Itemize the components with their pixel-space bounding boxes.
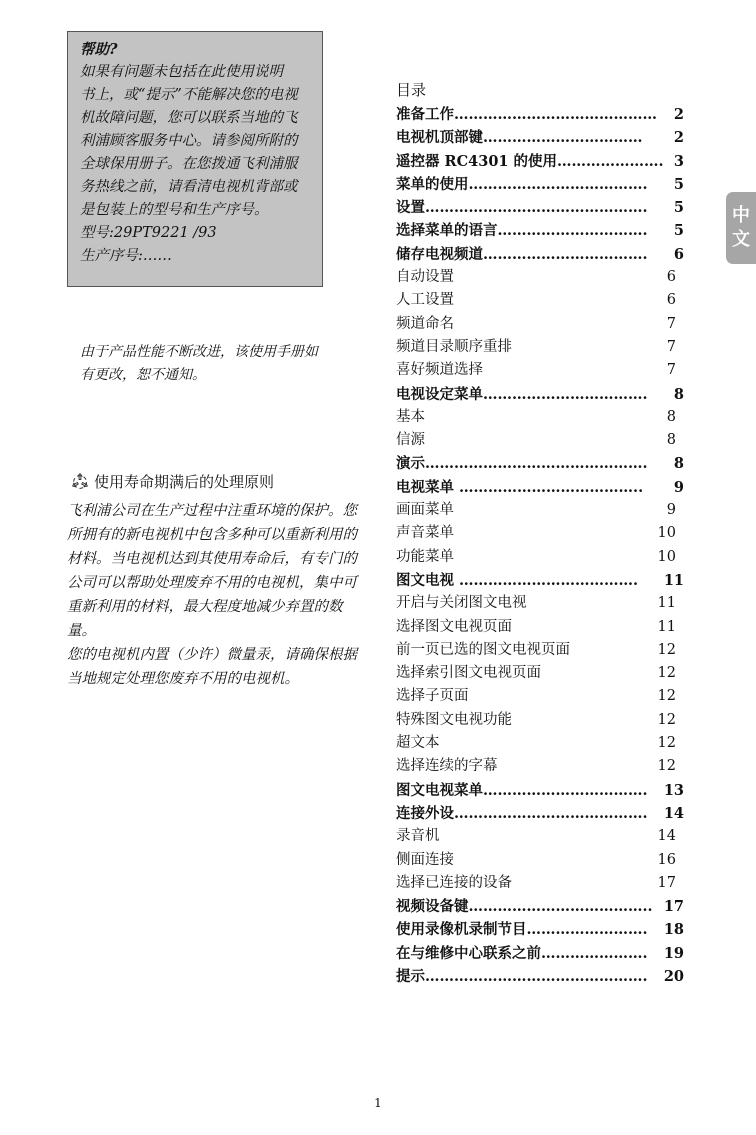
- toc-entry-label: 储存电视频道…………………………….: [396, 245, 648, 263]
- serial-number: 生产序号:……: [80, 248, 172, 264]
- toc-entry-label: 信源: [396, 432, 425, 449]
- toc-entry: [396, 872, 684, 895]
- toc-entry: [396, 313, 684, 336]
- toc-entry-label: 喜好频道选择: [396, 362, 483, 379]
- toc-entry-label: 频道命名: [396, 315, 454, 332]
- toc-entry-page: 12: [657, 665, 676, 682]
- toc-entry-label: 准备工作……………………………………: [396, 106, 657, 123]
- toc-entry-label: 图文电视菜单…………………………….: [396, 781, 648, 799]
- toc-entry-page: 6: [673, 245, 684, 263]
- toc-entry-page: 3: [673, 152, 684, 170]
- toc-entry: [396, 592, 684, 615]
- toc-entry: [396, 965, 684, 988]
- toc-entry-page: 10: [657, 548, 676, 565]
- eco-text: [67, 499, 371, 691]
- toc-entry: [396, 709, 684, 732]
- toc-entry: [396, 452, 684, 475]
- toc-entry: [396, 755, 684, 778]
- toc-entry: [396, 406, 684, 429]
- toc-entry-page: 11: [663, 571, 684, 589]
- toc-title: 目录: [396, 81, 427, 99]
- toc-entry-page: 2: [673, 106, 684, 123]
- toc-entry: [396, 219, 684, 242]
- toc-entry-page: 13: [663, 781, 684, 799]
- toc-entry-page: 9: [666, 502, 676, 519]
- language-tab-char: 中: [732, 205, 750, 226]
- toc-entry: [396, 103, 684, 126]
- toc-entry-label: 菜单的使用……………………………….: [396, 175, 648, 193]
- toc-entry-label: 视频设备键………………………………..: [396, 898, 653, 916]
- toc-entry: [396, 616, 684, 639]
- eco-heading-text: 使用寿命期满后的处理原则: [94, 473, 275, 491]
- toc-entry-page: 17: [663, 898, 684, 916]
- toc-entry-label: 设置……………………………………….: [396, 199, 648, 217]
- help-line: 利浦顾客服务中心。请参阅所附的: [80, 133, 298, 149]
- toc-entry: [396, 173, 684, 196]
- toc-entry-label: 连接外设………………………………….: [396, 804, 648, 822]
- toc-entry: [396, 126, 684, 149]
- toc-entry-label: 录音机: [396, 828, 440, 845]
- toc-entry-page: 2: [673, 129, 684, 147]
- toc-entry: [396, 685, 684, 708]
- toc-entry-label: 选择已连接的设备: [396, 874, 512, 891]
- toc-entry-page: 8: [666, 408, 676, 425]
- toc-entry-label: 前一页已选的图文电视页面: [396, 641, 570, 658]
- toc-entry: [396, 429, 684, 452]
- recycle-icon: [71, 473, 89, 491]
- toc-entry-page: 6: [666, 292, 676, 309]
- toc-entry-page: 16: [657, 851, 676, 868]
- toc-entry-page: 8: [673, 455, 684, 473]
- toc-entry-page: 20: [663, 967, 684, 985]
- toc-entry: [396, 359, 684, 382]
- help-line: 务热线之前，请看清电视机背部或: [80, 179, 298, 195]
- toc-entry: [396, 779, 684, 802]
- help-title: 帮助?: [80, 41, 118, 58]
- toc-entry-label: 选择子页面: [396, 688, 469, 705]
- toc-entry-page: 11: [657, 595, 676, 612]
- toc-entry: [396, 266, 684, 289]
- toc-entry-label: 侧面连接: [396, 851, 454, 868]
- toc-entry-label: 演示……………………………………….: [396, 455, 648, 473]
- toc-entry: [396, 476, 684, 499]
- toc-entry: [396, 243, 684, 266]
- toc-entry-label: 电视菜单 ………………………………..: [396, 478, 644, 496]
- toc-entry-page: 18: [663, 921, 684, 939]
- toc-entry-label: 电视机顶部键……………………………: [396, 129, 643, 147]
- eco-heading: [71, 472, 371, 492]
- toc-entry-page: 8: [673, 385, 684, 403]
- toc-entry-label: 画面菜单: [396, 502, 454, 519]
- toc-entry-label: 开启与关闭图文电视: [396, 595, 527, 612]
- toc-entry: [396, 522, 684, 545]
- language-tab: [726, 192, 756, 264]
- eco-paragraph: 您的电视机内置（少许）微量汞，请确保根据当地规定处理您废弃不用的电视机。: [67, 647, 357, 687]
- toc-entry-label: 电视设定菜单…………………………….: [396, 385, 648, 403]
- page-number: 1: [374, 1096, 382, 1110]
- help-line: 机故障问题，您可以联系当地的飞: [80, 110, 298, 126]
- toc-entry-label: 图文电视 ……………………………….: [396, 571, 639, 589]
- eco-paragraph: 飞利浦公司在生产过程中注重环境的保护。您所拥有的新电视机中包含多种可以重新利用的材料。当电视机达到其使用寿命后，有专门的公司可以帮助处理废弃不用的电视机，集中可重新利用的材料，最大程度地减少弃置的数量。: [67, 503, 357, 639]
- toc-entry: [396, 196, 684, 219]
- toc-entry: [396, 289, 684, 312]
- toc-entry-label: 遥控器 RC4301 的使用………………….: [396, 152, 664, 170]
- toc-entry: [396, 895, 684, 918]
- toc-entry-label: 基本: [396, 408, 425, 425]
- help-line: 书上，或“提示”不能解决您的电视: [80, 87, 298, 103]
- toc-entry-page: 12: [657, 758, 676, 775]
- toc-entry-page: 19: [663, 944, 684, 962]
- toc-entry: [396, 918, 684, 941]
- toc-entry-page: 12: [657, 688, 676, 705]
- toc-entry-page: 12: [657, 735, 676, 752]
- toc-entry-page: 5: [673, 199, 684, 217]
- toc-entry-page: 14: [657, 828, 676, 845]
- toc-entry-page: 7: [666, 362, 676, 379]
- toc-entry: [396, 639, 684, 662]
- toc-entry-page: 9: [673, 478, 684, 496]
- toc-entry-label: 选择索引图文电视页面: [396, 665, 541, 682]
- help-line: 全球保用册子。在您拨通飞利浦服: [80, 156, 298, 172]
- toc-entry: [396, 569, 684, 592]
- toc-entry-label: 选择连续的字幕: [396, 758, 498, 775]
- toc-entry-page: 5: [673, 175, 684, 193]
- toc-entry-page: 5: [673, 222, 684, 240]
- toc-entry-label: 提示……………………………………….: [396, 967, 648, 985]
- toc-entry-page: 17: [657, 874, 676, 891]
- toc-entry: [396, 849, 684, 872]
- toc-entry-page: 7: [666, 315, 676, 332]
- help-box: [67, 31, 323, 287]
- toc-entry-page: 6: [666, 269, 676, 286]
- toc-entry-label: 选择图文电视页面: [396, 618, 512, 635]
- toc-entry-label: 频道目录顺序重排: [396, 338, 512, 355]
- change-notice: 由于产品性能不断改进，该使用手册如有更改，恕不通知。: [80, 344, 318, 383]
- toc-entry-label: 使用录像机录制节目…………………….: [396, 921, 648, 939]
- toc-entry-page: 12: [657, 641, 676, 658]
- language-tab-char: 文: [732, 229, 750, 250]
- toc-entry: [396, 383, 684, 406]
- toc-entry: [396, 546, 684, 569]
- toc-list: [396, 103, 684, 988]
- toc-entry-label: 在与维修中心联系之前………………….: [396, 944, 648, 962]
- toc-entry-page: 12: [657, 711, 676, 728]
- help-line: 如果有问题未包括在此使用说明: [80, 64, 283, 80]
- toc-entry-label: 超文本: [396, 735, 440, 752]
- model-number: 型号:29PT9221 /93: [80, 225, 217, 241]
- table-of-contents: [396, 80, 684, 988]
- toc-entry: [396, 336, 684, 359]
- toc-entry-label: 选择菜单的语言………………………….: [396, 222, 648, 240]
- toc-entry-page: 8: [666, 432, 676, 449]
- toc-entry-label: 人工设置: [396, 292, 454, 309]
- toc-entry: [396, 150, 684, 173]
- toc-entry: [396, 732, 684, 755]
- help-line: 是包装上的型号和生产序号。: [80, 202, 269, 218]
- toc-entry: [396, 662, 684, 685]
- toc-entry-page: 14: [663, 804, 684, 822]
- toc-entry-page: 7: [666, 338, 676, 355]
- toc-entry: [396, 942, 684, 965]
- toc-entry-label: 自动设置: [396, 269, 454, 286]
- toc-entry-label: 声音菜单: [396, 525, 454, 542]
- toc-entry-label: 功能菜单: [396, 548, 454, 565]
- toc-entry-label: 特殊图文电视功能: [396, 711, 512, 728]
- toc-entry: [396, 499, 684, 522]
- toc-entry-page: 11: [657, 618, 676, 635]
- toc-entry: [396, 802, 684, 825]
- toc-entry: [396, 825, 684, 848]
- toc-entry-page: 10: [657, 525, 676, 542]
